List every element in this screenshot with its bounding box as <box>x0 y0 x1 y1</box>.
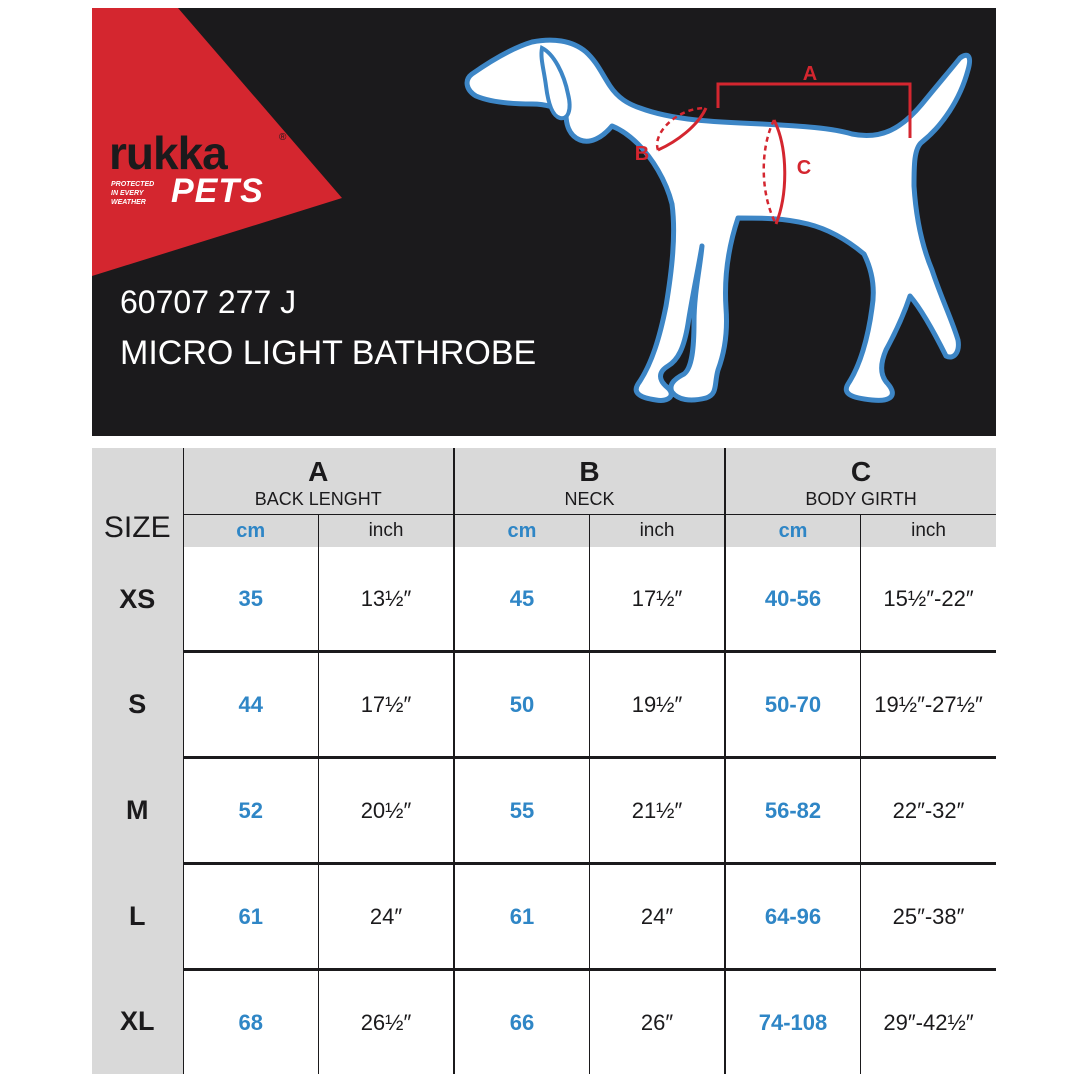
group-name: BACK LENGHT <box>254 489 382 509</box>
product-banner <box>92 8 996 436</box>
back-length-cm: 44 <box>183 652 319 758</box>
logo-tagline-line: WEATHER <box>111 199 146 206</box>
size-column-header: SIZE <box>92 448 183 547</box>
back-length-inch: 20½″ <box>319 758 455 864</box>
back-length-cm: 52 <box>183 758 319 864</box>
table-row <box>92 864 996 970</box>
neck-inch: 21½″ <box>590 758 726 864</box>
body-girth-cm: 40-56 <box>725 547 861 652</box>
measure-label-a: A <box>802 63 818 85</box>
neck-cm: 50 <box>454 652 590 758</box>
logo-wordmark: rukka <box>109 127 227 179</box>
group-name: BODY GIRTH <box>805 489 917 509</box>
back-length-cm: 61 <box>183 864 319 970</box>
neck-inch: 19½″ <box>590 652 726 758</box>
back-length-inch: 26½″ <box>319 970 455 1075</box>
product-name: MICRO LIGHT BATHROBE <box>120 334 537 372</box>
back-length-cm: 35 <box>183 547 319 652</box>
measure-label-b: B <box>634 143 650 165</box>
rukka-pets-logo <box>109 127 287 222</box>
measure-label-c: C <box>796 157 812 179</box>
body-girth-cm: 56-82 <box>725 758 861 864</box>
unit-cm-label: cm <box>507 519 537 542</box>
logo-tagline <box>111 180 173 207</box>
registered-mark: ® <box>279 132 287 143</box>
back-length-inch: 24″ <box>319 864 455 970</box>
back-length-inch: 13½″ <box>319 547 455 652</box>
unit-inch-label: inch <box>368 520 404 541</box>
group-header-a <box>183 448 454 515</box>
group-header-row <box>92 448 996 515</box>
group-letter: A <box>308 456 329 487</box>
group-header-b <box>454 448 725 515</box>
size-chart-table <box>92 448 996 1074</box>
body-girth-cm: 50-70 <box>725 652 861 758</box>
size-label: M <box>92 758 183 864</box>
neck-inch: 17½″ <box>590 547 726 652</box>
neck-cm: 45 <box>454 547 590 652</box>
logo-pets-text: PETS <box>171 172 264 210</box>
body-girth-inch: 15½″-22″ <box>861 547 997 652</box>
back-length-inch: 17½″ <box>319 652 455 758</box>
unit-header-row <box>92 515 996 548</box>
neck-inch: 26″ <box>590 970 726 1075</box>
neck-cm: 66 <box>454 970 590 1075</box>
group-header-c <box>725 448 996 515</box>
table-row <box>92 547 996 652</box>
group-name: NECK <box>564 489 615 509</box>
size-label: L <box>92 864 183 970</box>
size-label: XL <box>92 970 183 1075</box>
body-girth-cm: 64-96 <box>725 864 861 970</box>
neck-cm: 61 <box>454 864 590 970</box>
unit-cm-label: cm <box>778 519 808 542</box>
body-girth-inch: 25″-38″ <box>861 864 997 970</box>
logo-tagline-line: IN EVERY <box>111 190 144 197</box>
size-label: S <box>92 652 183 758</box>
body-girth-inch: 29″-42½″ <box>861 970 997 1075</box>
body-girth-inch: 19½″-27½″ <box>861 652 997 758</box>
back-length-cm: 68 <box>183 970 319 1075</box>
neck-inch: 24″ <box>590 864 726 970</box>
size-label: XS <box>92 547 183 652</box>
body-girth-inch: 22″-32″ <box>861 758 997 864</box>
product-code: 60707 277 J <box>120 284 297 320</box>
unit-inch-label: inch <box>639 520 675 541</box>
dog-measurement-diagram <box>462 8 996 436</box>
neck-cm: 55 <box>454 758 590 864</box>
logo-tagline-line: PROTECTED <box>111 181 155 188</box>
group-letter: C <box>850 456 872 487</box>
table-row <box>92 652 996 758</box>
unit-cm-label: cm <box>236 519 266 542</box>
group-letter: B <box>579 456 600 487</box>
body-girth-cm: 74-108 <box>725 970 861 1075</box>
table-row <box>92 970 996 1075</box>
unit-inch-label: inch <box>911 520 946 541</box>
table-row <box>92 758 996 864</box>
